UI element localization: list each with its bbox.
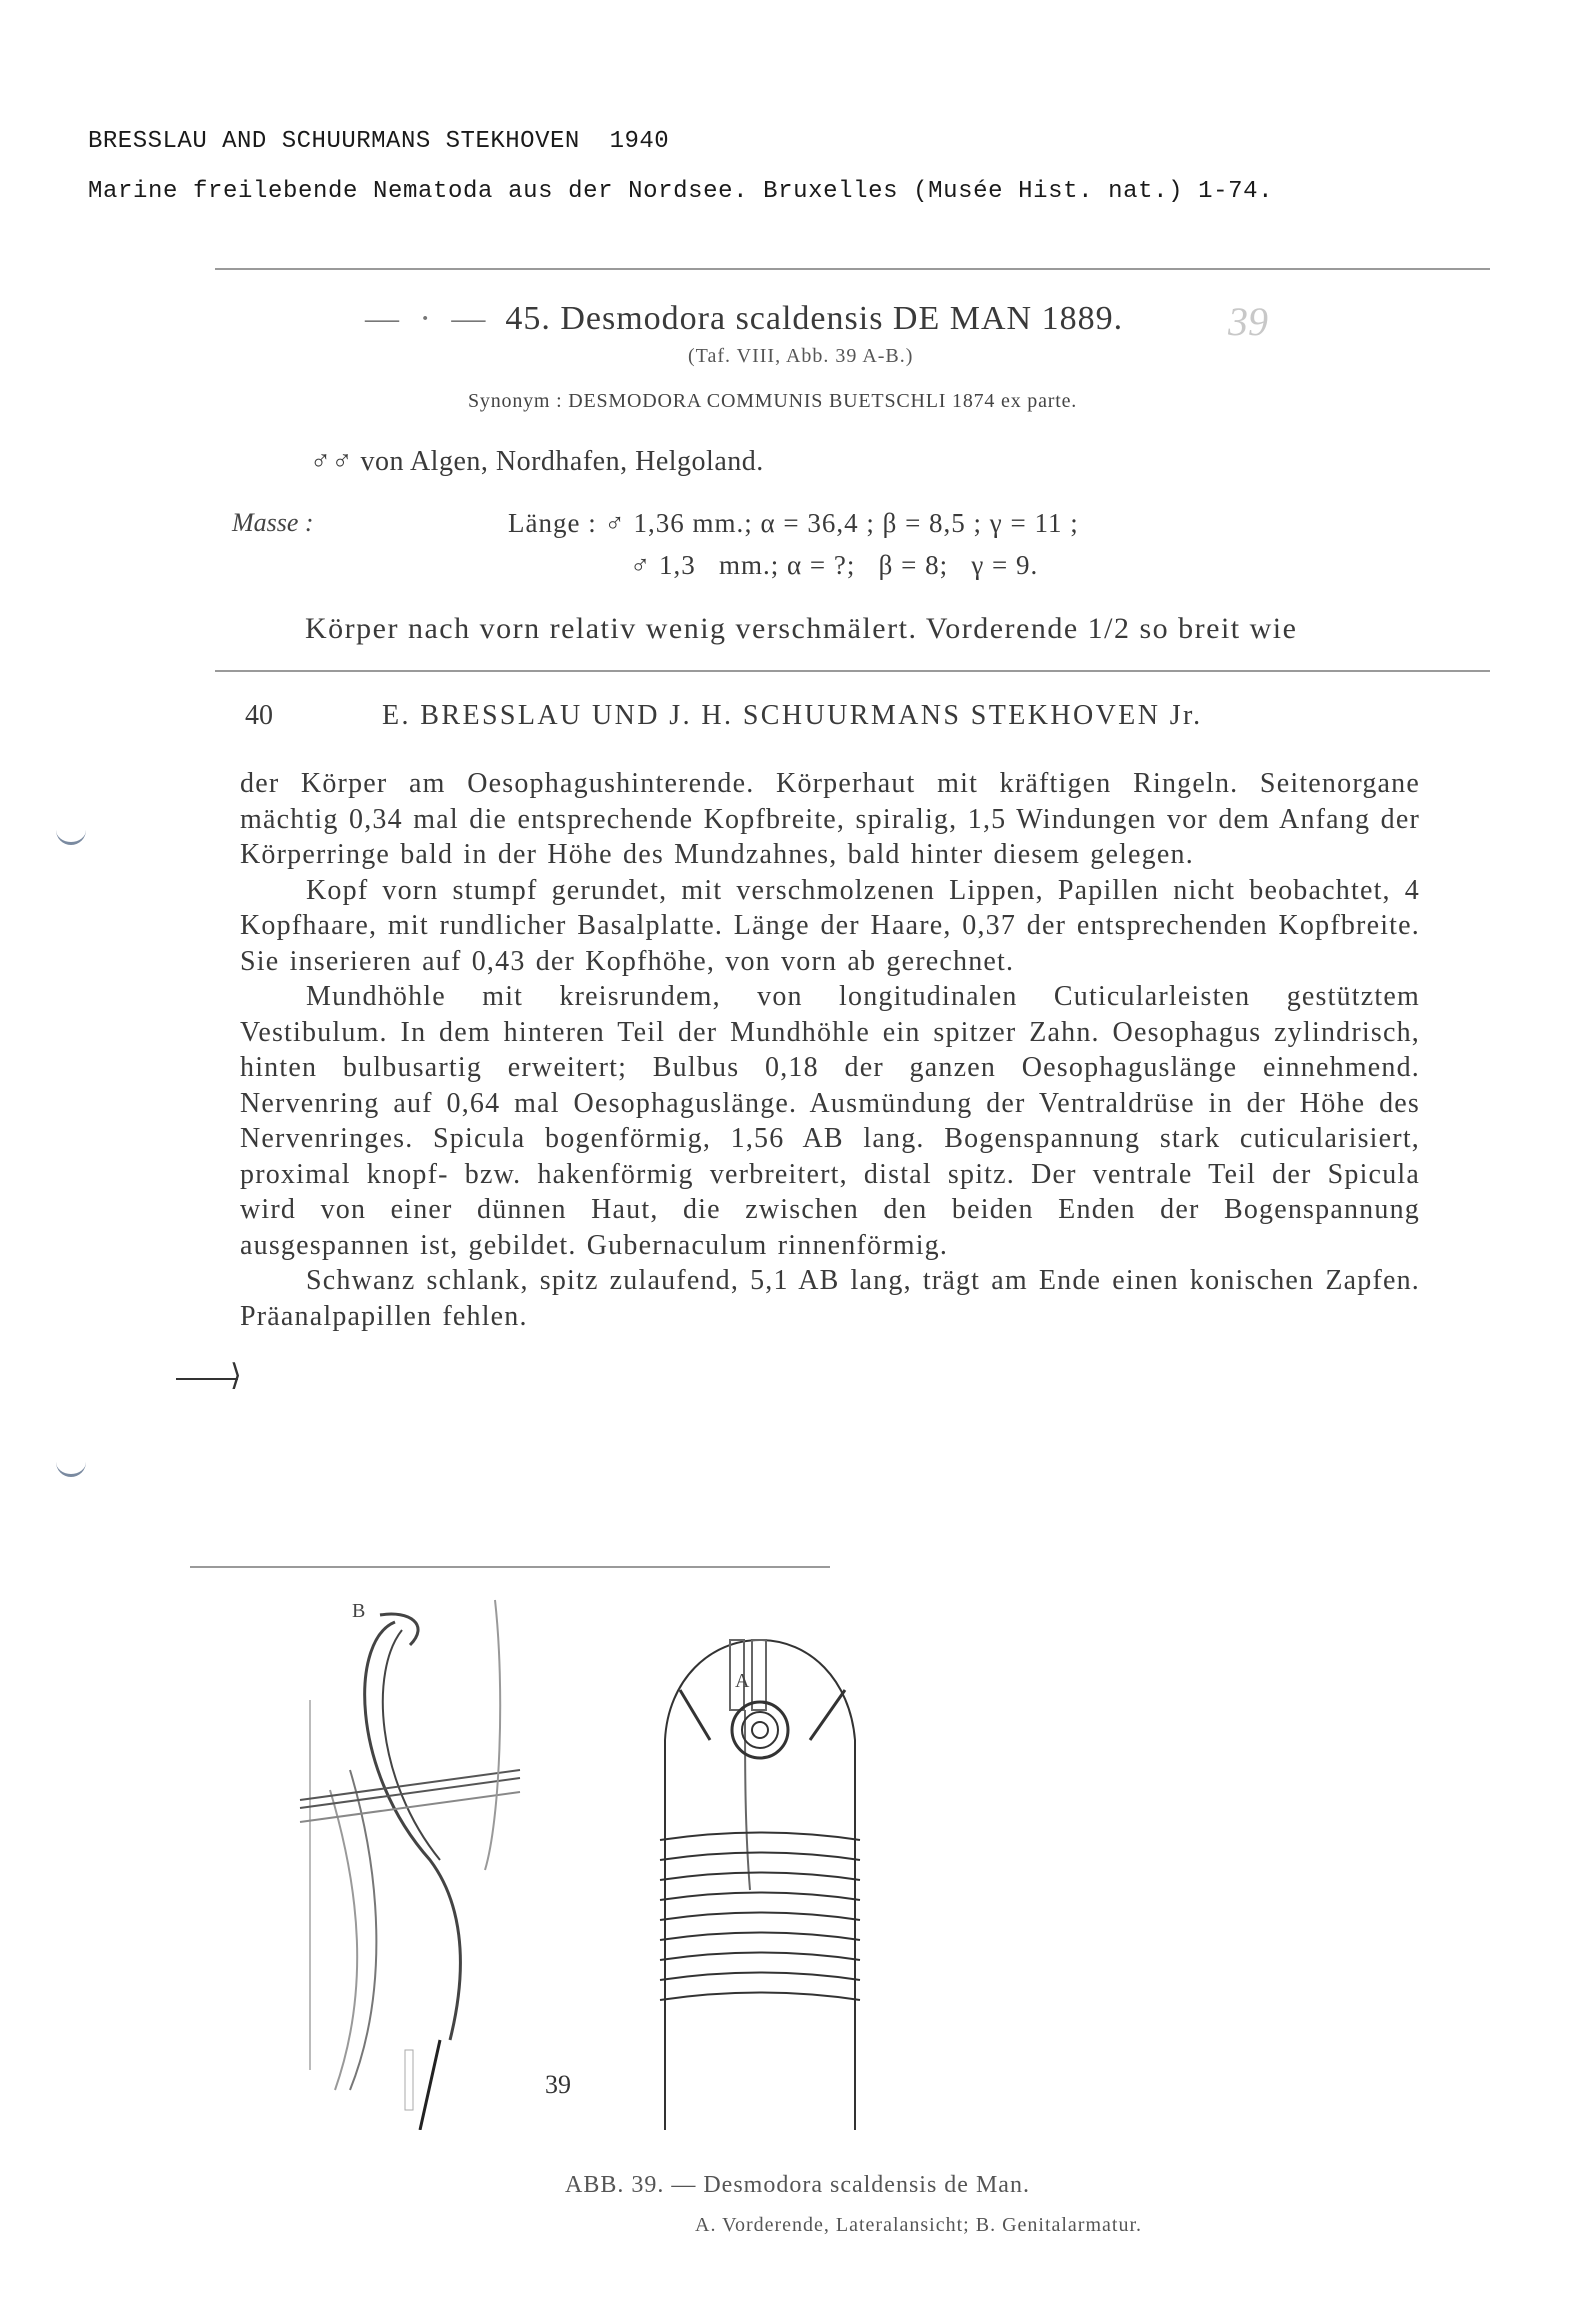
masse-line-1: Länge : ♂ 1,36 mm.; α = 36,4 ; β = 8,5 ; γ = 11 ; bbox=[508, 508, 1079, 538]
margin-arrow bbox=[176, 1378, 238, 1380]
paragraph-2: Kopf vorn stumpf gerundet, mit verschmolzenen Lippen, Papillen nicht beobachtet, 4 Kopfhaare, mit rundlicher Basalplatte. Länge der Haare, 0,37 der entsprechenden Kopfbreite. Sie inserieren auf 0,43 der Kopfhöhe, von vorn ab gerechnet. bbox=[240, 874, 1420, 977]
margin-tick-1 bbox=[56, 828, 86, 845]
species-heading-text: 45. Desmodora scaldensis DE MAN 1889. bbox=[505, 300, 1124, 337]
synonym-line: Synonym : DESMODORA COMMUNIS BUETSCHLI 1874 ex parte. bbox=[468, 390, 1078, 412]
cut-rule bbox=[215, 670, 1490, 672]
intro-line: Körper nach vorn relativ wenig verschmälert. Vorderende 1/2 so breit wie bbox=[305, 612, 1298, 645]
masse-label: Masse : bbox=[232, 508, 314, 537]
figure-label-b: B bbox=[352, 1600, 366, 1622]
paragraph-3: Mundhöhle mit kreisrundem, von longitudinalen Cuticularleisten gestütztem Vestibulum. In dem hinteren Teil der Mundhöhle ein spitzer Zahn. Oesophagus zylindrisch, hinten bulbusartig erweitert; Bulbus 0,18 der ganzen Oesophaguslänge einnehmend. Nervenring auf 0,64 mal Oesophaguslänge. Ausmündung der Ventraldrüse in der Höhe des Nervenringes. Spicula bogenförmig, 1,56 AB lang. Bogenspannung stark cuticularisiert, proximal knopf- bzw. hakenförmig verbreitert, distal spitz. Der ventrale Teil der Spicula wird von einer dünnen Haut, die zwischen den beiden Enden der Bogenspannung ausgespannen ist, gebildet. Gubernaculum rinnenförmig. bbox=[240, 981, 1420, 1261]
top-rule bbox=[215, 268, 1490, 270]
plate-reference: (Taf. VIII, Abb. 39 A-B.) bbox=[688, 345, 914, 367]
figure-rule bbox=[190, 1566, 830, 1568]
running-head: E. BRESSLAU UND J. H. SCHUURMANS STEKHOVEN Jr. bbox=[382, 700, 1203, 731]
margin-note: 39 bbox=[1228, 299, 1268, 344]
citation-reference: Marine freilebende Nematoda aus der Nordsee. Bruxelles (Musée Hist. nat.) 1-74. bbox=[88, 178, 1274, 205]
figure-caption: ABB. 39. — Desmodora scaldensis de Man. bbox=[565, 2172, 1030, 2198]
figure-subcaption: A. Vorderende, Lateralansicht; B. Genitalarmatur. bbox=[695, 2214, 1143, 2236]
description-text bbox=[240, 766, 1420, 1334]
species-heading: — · — 45. Desmodora scaldensis DE MAN 1889. bbox=[365, 300, 1124, 337]
page-number: 40 bbox=[245, 700, 273, 731]
figure-drawing bbox=[290, 1570, 1350, 2130]
margin-tick-2 bbox=[56, 1460, 86, 1477]
figure-number: 39 bbox=[545, 2070, 571, 2099]
masse-line-2: ♂ 1,3 mm.; α = ?; β = 8; γ = 9. bbox=[630, 550, 1039, 580]
margin-arrow-head: ⟩ bbox=[230, 1359, 242, 1392]
paragraph-4: Schwanz schlank, spitz zulaufend, 5,1 AB lang, trägt am Ende einen konischen Zapfen. Präanalpapillen fehlen. bbox=[240, 1265, 1420, 1332]
figure-part-b bbox=[300, 1600, 520, 2130]
specimens-line: ♂♂ von Algen, Nordhafen, Helgoland. bbox=[310, 446, 764, 477]
paragraph-1: der Körper am Oesophagushinterende. Körperhaut mit kräftigen Ringeln. Seitenorgane mächtig 0,34 mal die entsprechende Kopfbreite, spiralig, 1,5 Windungen vor dem Anfang der Körperringe bald in der Höhe des Mundzahnes, bald hinter diesem gelegen. bbox=[240, 768, 1420, 870]
citation-authors-year: BRESSLAU AND SCHUURMANS STEKHOVEN 1940 bbox=[88, 128, 670, 155]
figure-39 bbox=[290, 1570, 1350, 2130]
figure-label-a: A bbox=[735, 1670, 750, 1692]
figure-part-a bbox=[660, 1640, 860, 2130]
